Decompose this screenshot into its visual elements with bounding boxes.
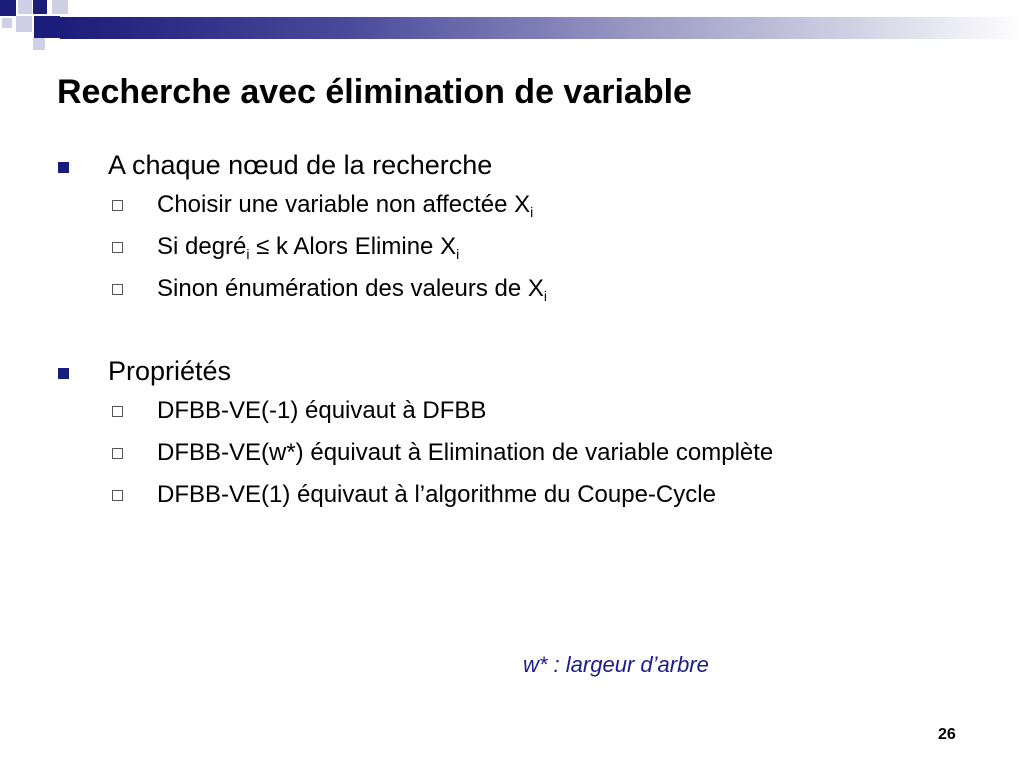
subscript: i bbox=[456, 246, 460, 262]
logo-square-4 bbox=[52, 0, 68, 14]
header-gradient-bar bbox=[60, 17, 1024, 39]
subscript: i bbox=[530, 204, 534, 220]
hollow-square-bullet-icon bbox=[112, 448, 123, 459]
hollow-square-bullet-icon bbox=[112, 242, 123, 253]
bullet-level2 bbox=[0, 268, 1024, 310]
bullet-level2 bbox=[0, 390, 1024, 432]
footnote: w* : largeur d’arbre bbox=[523, 652, 709, 677]
bullet-text: ≤ k Alors Elimine X bbox=[249, 233, 457, 260]
hollow-square-bullet-icon bbox=[112, 490, 123, 501]
bullet-level2 bbox=[0, 474, 1024, 516]
hollow-square-bullet-icon bbox=[112, 406, 123, 417]
bullet-level1 bbox=[0, 146, 1024, 184]
bullet-text: DFBB-VE(w*) équivaut à Elimination de variable complète bbox=[157, 439, 774, 466]
bullet-text: Si degré bbox=[157, 233, 247, 260]
hollow-square-bullet-icon bbox=[112, 200, 123, 211]
logo-square-8 bbox=[2, 18, 12, 28]
section-heading: Propriétés bbox=[108, 356, 232, 386]
logo-square-2 bbox=[18, 0, 32, 14]
bullet-level1 bbox=[0, 352, 1024, 390]
hollow-square-bullet-icon bbox=[112, 284, 123, 295]
logo-square-7 bbox=[33, 38, 45, 50]
subscript: i bbox=[543, 288, 548, 304]
bullet-text: DFBB-VE(1) équivaut à l’algorithme du Coupe-Cycle bbox=[157, 481, 716, 508]
logo-square-6 bbox=[34, 16, 60, 38]
logo-square-3 bbox=[33, 0, 47, 14]
logo-square-1 bbox=[0, 0, 16, 16]
bullet-level2 bbox=[0, 432, 1024, 474]
slide-content bbox=[0, 146, 1024, 516]
bullet-text: Choisir une variable non affectée X bbox=[157, 191, 531, 218]
bullet-level2 bbox=[0, 184, 1024, 226]
section-heading: A chaque nœud de la recherche bbox=[108, 150, 493, 180]
bullet-text: Sinon énumération des valeurs de X bbox=[157, 275, 544, 302]
logo-square-5 bbox=[16, 16, 32, 32]
subscript: i bbox=[246, 246, 250, 262]
section-search-node bbox=[0, 146, 1024, 310]
square-bullet-icon bbox=[58, 162, 69, 173]
section-properties bbox=[0, 352, 1024, 516]
square-bullet-icon bbox=[58, 368, 69, 379]
bullet-text: DFBB-VE(-1) équivaut à DFBB bbox=[157, 397, 487, 424]
page-number: 26 bbox=[938, 726, 956, 743]
slide-title: Recherche avec élimination de variable bbox=[57, 73, 692, 111]
bullet-level2 bbox=[0, 226, 1024, 268]
